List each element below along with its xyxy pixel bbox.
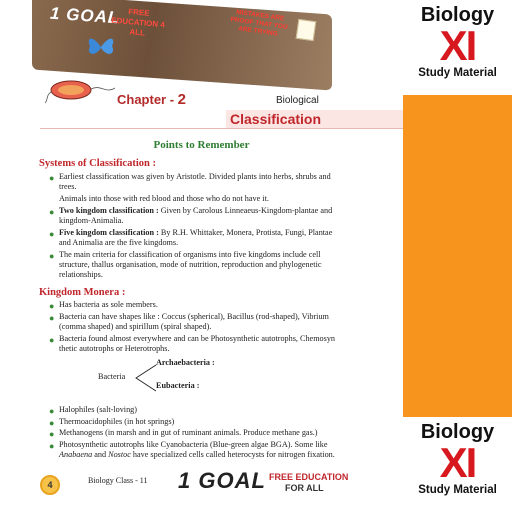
- banner-goal-text: 1 GOAL: [49, 3, 120, 28]
- item-term: Five kingdom classification :: [59, 228, 159, 238]
- side-subtitle: Study Material: [418, 67, 497, 79]
- list-item: [47, 250, 337, 281]
- bullet-icon: ●: [49, 173, 55, 183]
- points-title: Points to Remember: [153, 139, 250, 151]
- branch-icon: [134, 362, 158, 394]
- monera-list: [47, 300, 337, 356]
- item-term: Two kingdom classification :: [59, 206, 159, 216]
- side-grade: XI: [439, 22, 476, 69]
- genus-anabaena: Anabaena: [59, 450, 93, 460]
- side-panel: [403, 0, 512, 512]
- chapter-title: Classification: [230, 111, 322, 127]
- chapter-title-box: [226, 110, 403, 128]
- systems-heading: Systems of Classification :: [39, 158, 156, 169]
- item-text: Earliest classification was given by Aristotle. Divided plants into herbs, shrubs and trees.: [59, 172, 331, 192]
- side-title: Biology: [420, 4, 495, 26]
- side-grade: XI: [439, 439, 476, 486]
- side-subtitle: Study Material: [418, 484, 497, 496]
- archaebacteria-list: [47, 405, 337, 462]
- chapter-prefix: Chapter -: [117, 92, 178, 107]
- list-item: [47, 206, 337, 226]
- tree-branch-eubacteria: Eubacteria :: [156, 381, 200, 390]
- item-text: have specialized cells called heterocysts for nitrogen fixation.: [130, 450, 335, 460]
- footer-free-education: [269, 472, 348, 494]
- side-title: Biology: [420, 421, 495, 443]
- badge-icon: [296, 19, 317, 41]
- bullet-icon: ●: [49, 334, 55, 345]
- side-label-top: [403, 0, 512, 95]
- list-item: [47, 172, 337, 205]
- item-text: Has bacteria as sole members.: [59, 300, 158, 309]
- side-label-bottom: [403, 417, 512, 512]
- chapter-label: [117, 91, 186, 108]
- footer-free-line1: FREE EDUCATION: [269, 472, 349, 482]
- item-text: Thermoacidophiles (in hot springs): [59, 416, 175, 426]
- footer-goal-logo: 1 GOAL: [178, 468, 266, 493]
- bullet-icon: ●: [49, 229, 55, 240]
- bullet-icon: ●: [49, 406, 55, 416]
- chapter-number: 2: [177, 91, 187, 108]
- monera-heading: Kingdom Monera :: [39, 287, 126, 298]
- bullet-icon: ●: [49, 301, 55, 311]
- bullet-icon: ●: [49, 441, 55, 452]
- bacteria-tree: [98, 360, 298, 396]
- chapter-subtitle: Biological: [276, 95, 319, 106]
- page-footer: [0, 466, 403, 512]
- item-text: By R.H. Whittaker, Monera, Protista, Fungi, Plantae and Animalia are the five kingdoms.: [59, 228, 333, 248]
- list-item: [47, 440, 337, 460]
- banner-mistakes-quote: MISTAKES ARE PROOF THAT YOU ARE TRYING: [230, 8, 289, 38]
- item-text: The main criteria for classification of organisms into five kingdoms include cell structure, thallus organisation, mode of nutrition, reproduction and phylogenetic relationships.: [59, 249, 322, 280]
- item-text: Photosynthetic autotrophs like Cyanobacteria (Blue-green algae BGA). Some like: [59, 440, 328, 450]
- item-text: Methanogens (in marsh and in gut of ruminant animals. Produce methane gas.): [59, 428, 318, 438]
- list-item: [47, 334, 337, 354]
- list-item: [47, 312, 337, 332]
- item-extra: Animals into those with red blood and those who do not have it.: [59, 194, 269, 204]
- bullet-icon: ●: [49, 429, 55, 440]
- genus-nostoc: Nostoc: [108, 450, 131, 460]
- list-item: [47, 428, 337, 438]
- bullet-icon: ●: [49, 250, 55, 261]
- tree-branch-archaebacteria: Archaebacteria :: [156, 358, 215, 367]
- systems-list: [47, 172, 337, 282]
- page-number: 4: [40, 475, 60, 495]
- tree-root: Bacteria: [98, 372, 126, 381]
- item-text: Bacteria can have shapes like : Coccus (spherical), Bacillus (rod-shaped), Vibrium (comma shaped) and spirillum (spiral shaped).: [59, 311, 329, 331]
- bullet-icon: ●: [49, 207, 55, 218]
- bullet-icon: ●: [49, 417, 55, 428]
- footer-class-label: Biology Class - 11: [88, 476, 148, 485]
- footer-free-line2: FOR ALL: [285, 483, 324, 493]
- list-item: [47, 405, 337, 415]
- bullet-icon: ●: [49, 312, 55, 323]
- item-text: Given by Carolous Linneaeus-Kingdom-plantae and kingdom-Animalia.: [59, 206, 333, 226]
- list-item: [47, 417, 337, 427]
- item-text: Bacteria found almost everywhere and can be Photosynthetic autotrophs, Chemosyn thetic autotrophs or Heterotrophs.: [59, 333, 336, 353]
- item-text: and: [92, 450, 109, 460]
- divider: [40, 128, 403, 129]
- list-item: [47, 228, 337, 248]
- bacteria-illustration-icon: [45, 76, 115, 106]
- list-item: [47, 300, 337, 310]
- item-text: Halophiles (salt-loving): [59, 405, 137, 414]
- butterfly-icon: [86, 34, 116, 60]
- banner-free-education: FREE EDUCATION 4 ALL: [110, 7, 166, 38]
